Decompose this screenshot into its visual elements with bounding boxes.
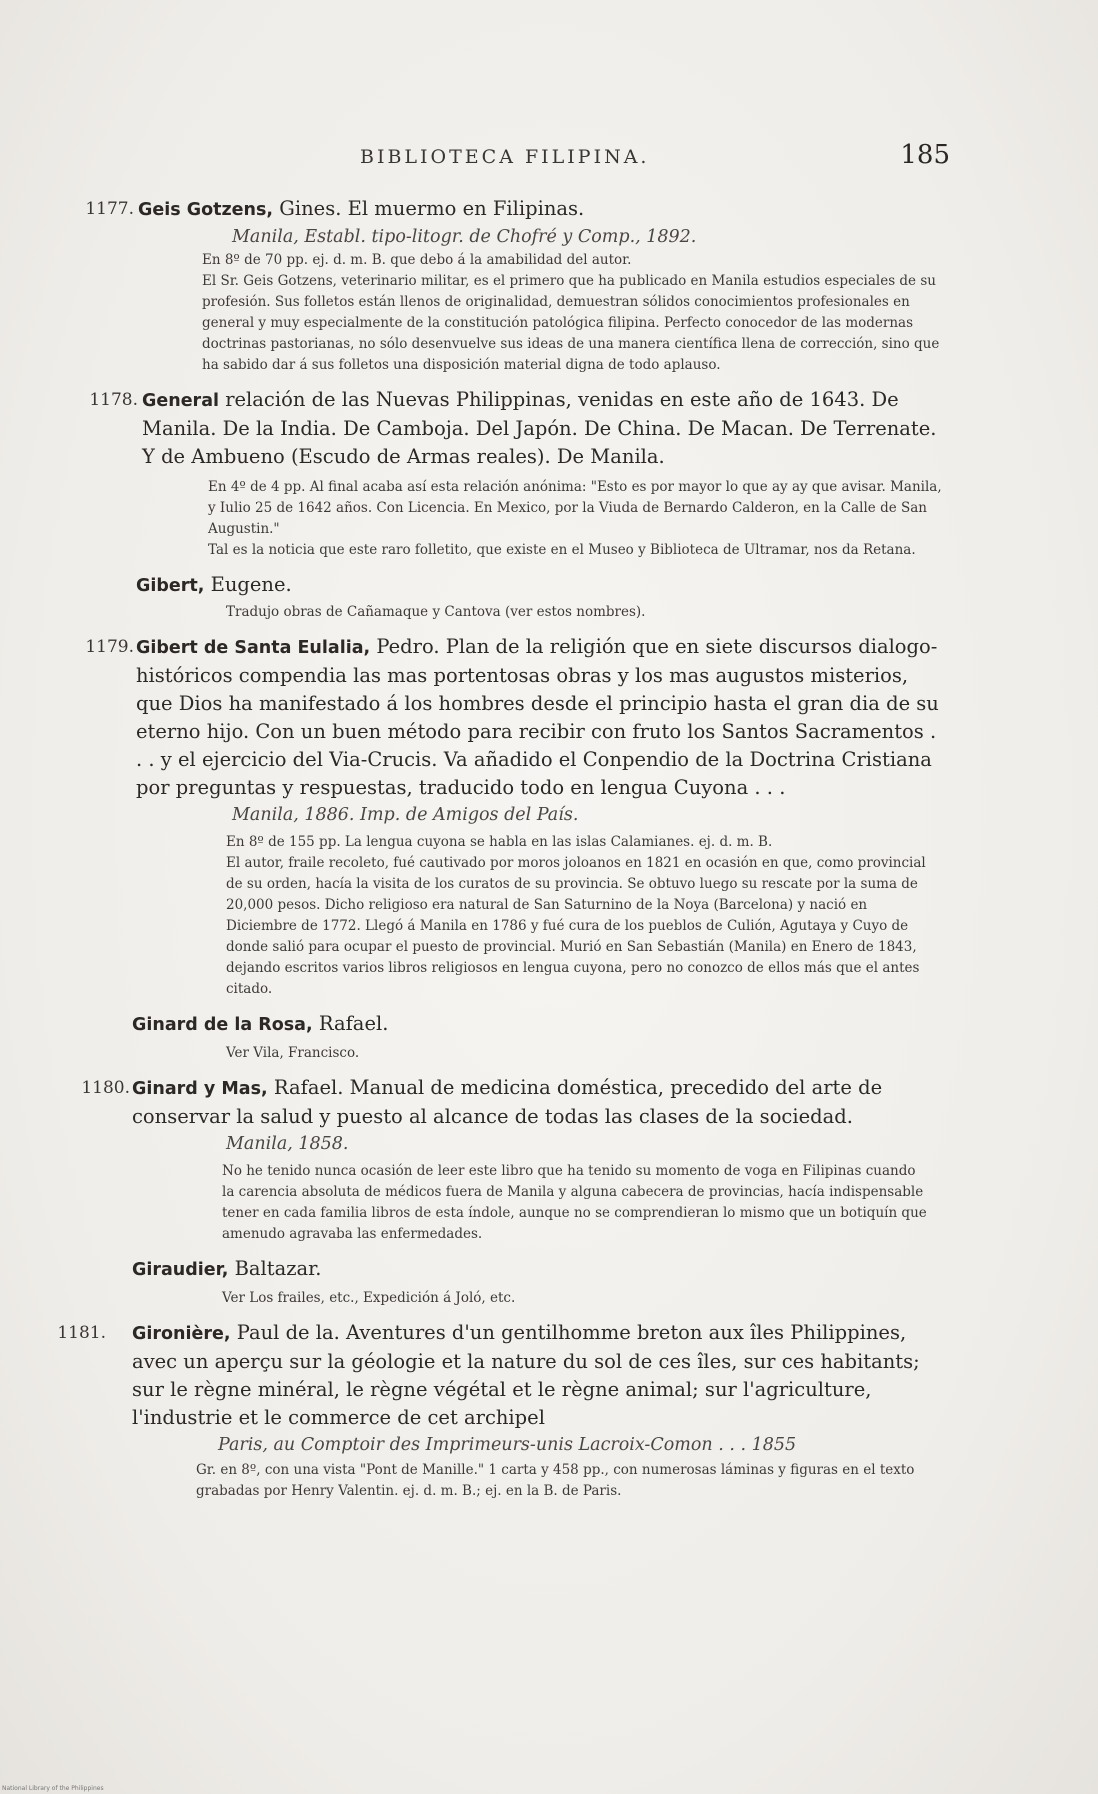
entry-note-paragraph: El autor, fraile recoleto, fué cautivado por moros joloanos en 1821 en ocasión en que, como provincial de su orden, hacía la visita de los curatos de su provincia. Se obtuvo luego su rescate por la suma de 20,000 pesos. Dicho religioso era natural de San Saturnino de la Noya (Barcelona) y nació en Diciembre de 1772. Llegó á Manila en 1786 y fué cura de los pueblos de Culión, Agutaya y Cuyo de donde salió para ocupar el puesto de provincial. Murió en San Sebastián (Manila) en Enero de 1843, dejando escritos varios libros religiosos en lengua cuyona, pero no conozco de ellos más que el antes citado. bbox=[226, 855, 926, 997]
entry-note bbox=[208, 477, 943, 561]
page-header bbox=[360, 140, 950, 170]
entry-note bbox=[222, 1288, 967, 1309]
entry-number: 1178. bbox=[89, 390, 138, 410]
catalog-entry bbox=[0, 386, 1098, 561]
entry-title bbox=[132, 1255, 932, 1284]
entry-note-paragraph: Tal es la noticia que este raro folletito, que existe en el Museo y Biblioteca de Ultramar, nos da Retana. bbox=[208, 542, 916, 558]
entry-note-paragraph: El Sr. Geis Gotzens, veterinario militar, es el primero que ha publicado en Manila estudios especiales de su profesión. Sus folletos están llenos de originalidad, demuestran sólidos conocimientos profesionales en general y muy especialmente de la constitución patológica filipina. Perfecto conocedor de las modernas doctrinas pastorianas, no sólo desenvuelve sus ideas de una manera científica llena de corrección, sino que ha sabido dar á sus folletos una disposición material digna de todo aplauso. bbox=[202, 273, 940, 373]
entry-text: Pedro. Plan de la religión que en siete discursos dialogo-históricos compendia las mas portentosas obras y los mas augustos misterios, que Dios ha manifestado á los hombres desde el principio hasta el gran dia de su eterno hijo. Con un buen método para recibir con fruto los Santos Sacramentos . . . y el ejercicio del Via-Crucis. Va añadido el Conpendio de la Doctrina Cristiana por preguntas y respuestas, traducido todo en lengua Cuyona . . . bbox=[136, 635, 939, 799]
entry-text: Paul de la. Aventures d'un gentilhomme breton aux îles Philippines, avec un aperçu sur la géologie et la nature du sol de ces îles, sur ces habitants; sur le règne minéral, le règne végétal et le règne animal; sur l'agriculture, l'industrie et le commerce de cet archipel bbox=[132, 1321, 920, 1429]
entry-author: General bbox=[142, 391, 219, 411]
catalog-entry bbox=[0, 1255, 1098, 1309]
entry-author: Giraudier, bbox=[132, 1260, 229, 1280]
entry-number: 1177. bbox=[85, 199, 134, 219]
entry-number: 1180. bbox=[81, 1078, 130, 1098]
catalog-entry bbox=[0, 195, 1098, 376]
entry-title bbox=[138, 195, 938, 224]
running-title: BIBLIOTECA FILIPINA. bbox=[360, 146, 650, 168]
entry-imprint: Manila, 1886. Imp. de Amigos del País. bbox=[232, 805, 579, 825]
entry-author: Gironière, bbox=[132, 1324, 231, 1344]
entry-author: Geis Gotzens, bbox=[138, 200, 274, 220]
entry-title bbox=[132, 1074, 932, 1131]
entry-note-paragraph: No he tenido nunca ocasión de leer este libro que ha tenido su momento de voga en Filipinas cuando la carencia absoluta de médicos fuera de Manila y alguna cabecera de provincias, hacía indispensable tener en cada familia libros de esta índole, aunque no se comprendieran lo mismo que un botiquín que amenudo agravaba las enfermedades. bbox=[222, 1163, 927, 1242]
entry-note-paragraph: Gr. en 8º, con una vista "Pont de Manille." 1 carta y 458 pp., con numerosas láminas y figuras en el texto grabadas por Henry Valentin. ej. d. m. B.; ej. en la B. de Paris. bbox=[196, 1462, 915, 1499]
entry-note-line: En 4º de 4 pp. Al final acaba así esta relación anónima: "Esto es por mayor lo que ay ay que avisar. Manila, y Iulio 25 de 1642 años. Con Licencia. En Mexico, por la Viuda de Bernardo Calderon, en la Calle de San Augustin." bbox=[208, 479, 942, 537]
catalog-entry bbox=[0, 1319, 1098, 1502]
entry-text: relación de las Nuevas Philippinas, venidas en este año de 1643. De Manila. De la India. De Camboja. Del Japón. De China. De Macan. De Terrenate. Y de Ambueno (Escudo de Armas reales). De Manila. bbox=[142, 388, 937, 468]
entry-author: Gibert, bbox=[136, 576, 205, 596]
entry-note bbox=[222, 1161, 932, 1245]
entry-title bbox=[132, 1010, 932, 1039]
catalog-entries bbox=[0, 195, 1098, 1512]
entry-author: Ginard de la Rosa, bbox=[132, 1015, 313, 1035]
entry-title bbox=[136, 571, 936, 600]
entry-imprint: Manila, Establ. tipo-litogr. de Chofré y Comp., 1892. bbox=[232, 227, 697, 247]
entry-imprint: Paris, au Comptoir des Imprimeurs-unis Lacroix-Comon . . . 1855 bbox=[218, 1435, 797, 1455]
entry-text: Baltazar. bbox=[228, 1257, 322, 1280]
catalog-entry bbox=[0, 1074, 1098, 1245]
entry-title bbox=[136, 633, 941, 802]
entry-text: Eugene. bbox=[204, 573, 292, 596]
entry-note bbox=[226, 1043, 971, 1064]
entry-note bbox=[202, 250, 942, 376]
entry-number: 1179. bbox=[85, 637, 134, 657]
library-watermark: National Library of the Philippines bbox=[2, 1785, 104, 1792]
entry-number: 1181. bbox=[57, 1323, 106, 1343]
entry-note bbox=[226, 602, 971, 623]
catalog-entry bbox=[0, 571, 1098, 623]
entry-note-line: En 8º de 70 pp. ej. d. m. B. que debo á la amabilidad del autor. bbox=[202, 252, 632, 268]
entry-note-line: Ver Los frailes, etc., Expedición á Joló, etc. bbox=[222, 1290, 516, 1306]
entry-note-line: Ver Vila, Francisco. bbox=[226, 1045, 360, 1061]
catalog-entry bbox=[0, 633, 1098, 1000]
entry-author: Gibert de Santa Eulalia, bbox=[136, 638, 371, 658]
entry-text: Rafael. bbox=[312, 1012, 389, 1035]
entry-imprint: Manila, 1858. bbox=[226, 1134, 349, 1154]
entry-title bbox=[132, 1319, 937, 1432]
entry-text: Gines. El muermo en Filipinas. bbox=[273, 197, 585, 220]
entry-note bbox=[196, 1460, 941, 1502]
entry-title bbox=[142, 386, 942, 471]
entry-note bbox=[226, 832, 936, 1000]
page-number: 185 bbox=[900, 140, 950, 170]
entry-text: Rafael. Manual de medicina doméstica, precedido del arte de conservar la salud y puesto al alcance de todas las clases de la sociedad. bbox=[132, 1076, 883, 1128]
catalog-entry bbox=[0, 1010, 1098, 1064]
entry-author: Ginard y Mas, bbox=[132, 1079, 268, 1099]
entry-note-line: Tradujo obras de Cañamaque y Cantova (ver estos nombres). bbox=[226, 604, 646, 620]
entry-note-line: En 8º de 155 pp. La lengua cuyona se habla en las islas Calamianes. ej. d. m. B. bbox=[226, 834, 773, 850]
